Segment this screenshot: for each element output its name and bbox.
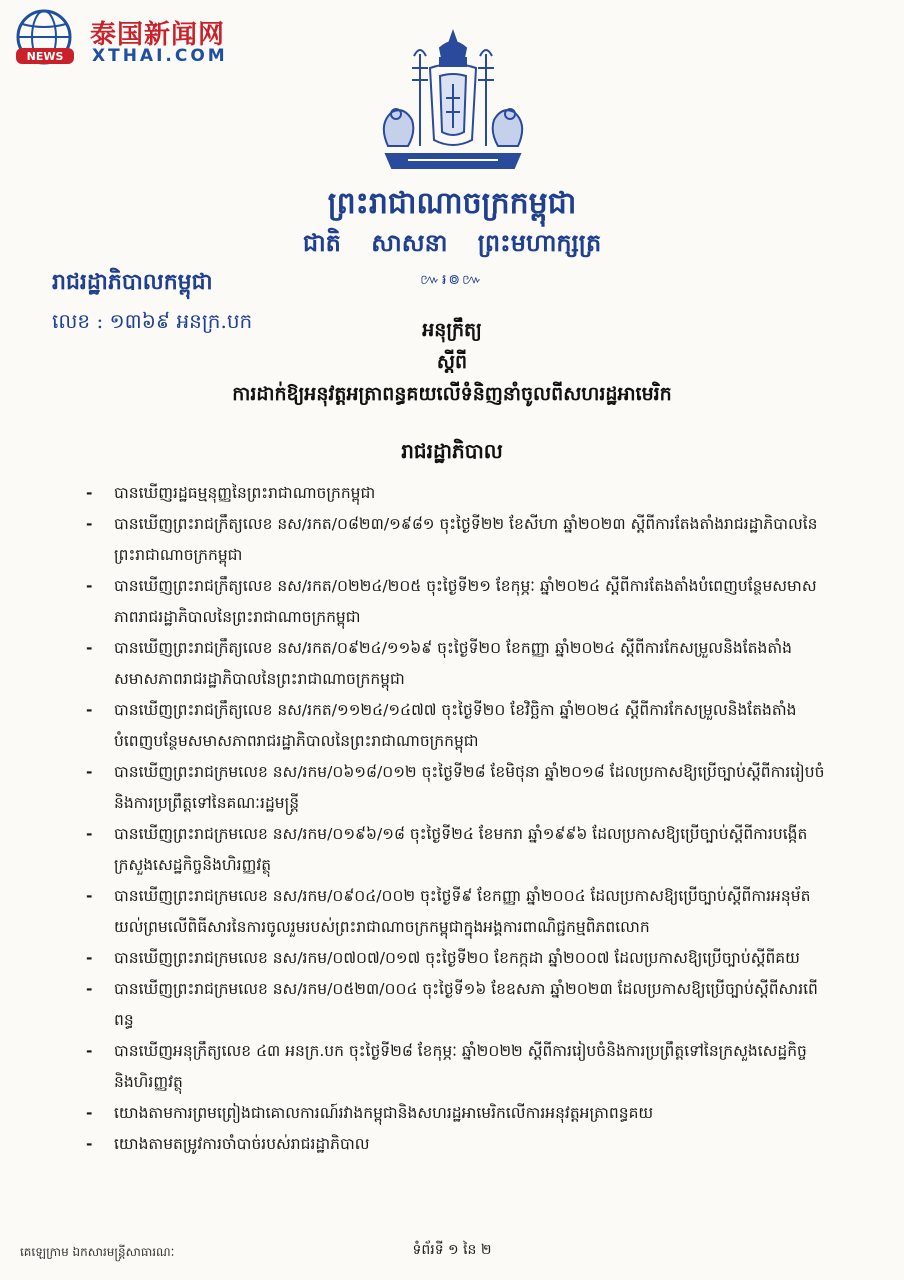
page-number: ទំព័រទី ១ នៃ ២ [412, 1242, 492, 1258]
list-item: - បានឃើញព្រះរាជក្រមលេខ នស/រកម/០៦១៨/០១២ ចុះថ្ងៃទី២៨ ខែមិថុនា ឆ្នាំ២០១៨ ដែលប្រកាសឱ្យប្រើច្បាប់ស្តីពីការរៀបចំនិងការប្រព្រឹត្តទៅនៃគណៈរដ្ឋមន្ត្រី [86, 757, 826, 819]
kingdom-motto: ជាតិ សាសនា ព្រះមហាក្សត្រ [302, 228, 602, 257]
list-item: - យោងតាមការព្រមព្រៀងជាគោលការណ៍រវាងកម្ពុជានិងសហរដ្ឋអាមេរិកលើការអនុវត្តអត្រាពន្ធគយ [86, 1098, 826, 1129]
government-name: រាជរដ្ឋាភិបាលកម្ពុជា [52, 269, 213, 295]
list-item: - បានឃើញព្រះរាជក្រឹត្យលេខ នស/រកត/១១២៤/១៤៧៧ ចុះថ្ងៃទី២០ ខែវិច្ឆិកា ឆ្នាំ២០២៤ ស្តីពីការកែសម្រួលនិងតែងតាំងបំពេញបន្ថែមសមាសភាពរាជរដ្ឋាភិបាលនៃព្រះរាជាណាចក្រកម្ពុជា [86, 695, 826, 757]
preamble-list [86, 478, 826, 1160]
list-item: - បានឃើញព្រះរាជក្រមលេខ នស/រកម/០១៩៦/១៨ ចុះថ្ងៃទី២៤ ខែមករា ឆ្នាំ១៩៩៦ ដែលប្រកាសឱ្យប្រើច្បាប់ស្តីពីការបង្កើតក្រសួងសេដ្ឋកិច្ចនិងហិរញ្ញវត្ថុ [86, 819, 826, 881]
list-item: - បានឃើញរដ្ឋធម្មនុញ្ញនៃព្រះរាជាណាចក្រកម្ពុជា [86, 478, 826, 509]
list-item: - បានឃើញព្រះរាជក្រមលេខ នស/រកម/០៩០៤/០០២ ចុះថ្ងៃទី៩ ខែកញ្ញា ឆ្នាំ២០០៤ ដែលប្រកាសឱ្យប្រើច្បាប់ស្តីពីការអនុម័តយល់ព្រមលើពិធីសារនៃការចូលរួមរបស់ព្រះរាជាណាចក្រកម្ពុជាក្នុងអង្គការពាណិជ្ជកម្មពិភពលោក [86, 881, 826, 943]
watermark-en-text: XTHAI.COM [92, 46, 228, 66]
document-type: អនុក្រឹត្យ [422, 319, 482, 341]
list-item: - បានឃើញព្រះរាជក្រមលេខ នស/រកម/០៧០៧/០១៧ ចុះថ្ងៃទី២០ ខែកក្កដា ឆ្នាំ២០០៧ ដែលប្រកាសឱ្យប្រើច្បាប់ស្តីពីគយ [86, 943, 826, 974]
document-number: លេខ : ១៣៦៩ អនក្រ.បក [52, 309, 253, 333]
list-item: - បានឃើញព្រះរាជក្រឹត្យលេខ នស/រកត/០២២៤/២០៥ ចុះថ្ងៃទី២១ ខែកុម្ភៈ ឆ្នាំ២០២៤ ស្តីពីការតែងតាំងបំពេញបន្ថែមសមាសភាពរាជរដ្ឋាភិបាលនៃព្រះរាជាណាចក្រកម្ពុជា [86, 571, 826, 633]
document-about: ស្តីពី [436, 351, 468, 373]
watermark-cn-text: 泰国新闻网 [90, 20, 226, 50]
globe-news-text: NEWS [26, 50, 64, 63]
royal-coat-of-arms-icon [368, 28, 538, 178]
document-issuer: រាជរដ្ឋាភិបាល [401, 439, 503, 463]
list-item: - បានឃើញព្រះរាជក្រឹត្យលេខ នស/រកត/០៨២៣/១៩៨១ ចុះថ្ងៃទី២២ ខែសីហា ឆ្នាំ២០២៣ ស្តីពីការតែងតាំងរាជរដ្ឋាភិបាលនៃព្រះរាជាណាចក្រកម្ពុជា [86, 509, 826, 571]
footer-source: គេឡេក្រាម ឯកសារមន្ត្រីសាធារណៈ [20, 1245, 175, 1259]
list-item: - យោងតាមតម្រូវការចាំបាច់របស់រាជរដ្ឋាភិបាល [86, 1129, 826, 1160]
globe-news-logo-icon [10, 8, 82, 70]
site-watermark [10, 8, 230, 70]
list-item: - បានឃើញព្រះរាជក្រមលេខ នស/រកម/០៥២៣/០០៤ ចុះថ្ងៃទី១៦ ខែឧសភា ឆ្នាំ២០២៣ ដែលប្រកាសឱ្យប្រើច្បាប់ស្តីពីសារពើពន្ធ [86, 974, 826, 1036]
list-item: - បានឃើញព្រះរាជក្រឹត្យលេខ នស/រកត/០៩២៤/១១៦៩ ចុះថ្ងៃទី២០ ខែកញ្ញា ឆ្នាំ២០២៤ ស្តីពីការកែសម្រួលនិងតែងតាំងសមាសភាពរាជរដ្ឋាភិបាលនៃព្រះរាជាណាចក្រកម្ពុជា [86, 633, 826, 695]
document-subject: ការដាក់ឱ្យអនុវត្តអត្រាពន្ធគយលើទំនិញនាំចូលពីសហរដ្ឋអាមេរិក [232, 383, 672, 405]
list-item: - បានឃើញអនុក្រឹត្យលេខ ៤៣ អនក្រ.បក ចុះថ្ងៃទី២៨ ខែកុម្ភៈ ឆ្នាំ២០២២ ស្តីពីការរៀបចំនិងការប្រព្រឹត្តទៅនៃក្រសួងសេដ្ឋកិច្ចនិងហិរញ្ញវត្ថុ [86, 1036, 826, 1098]
header-ornament: ៚៛៙៚ [420, 272, 484, 288]
kingdom-title: ព្រះរាជាណាចក្រកម្ពុជា [327, 186, 577, 221]
